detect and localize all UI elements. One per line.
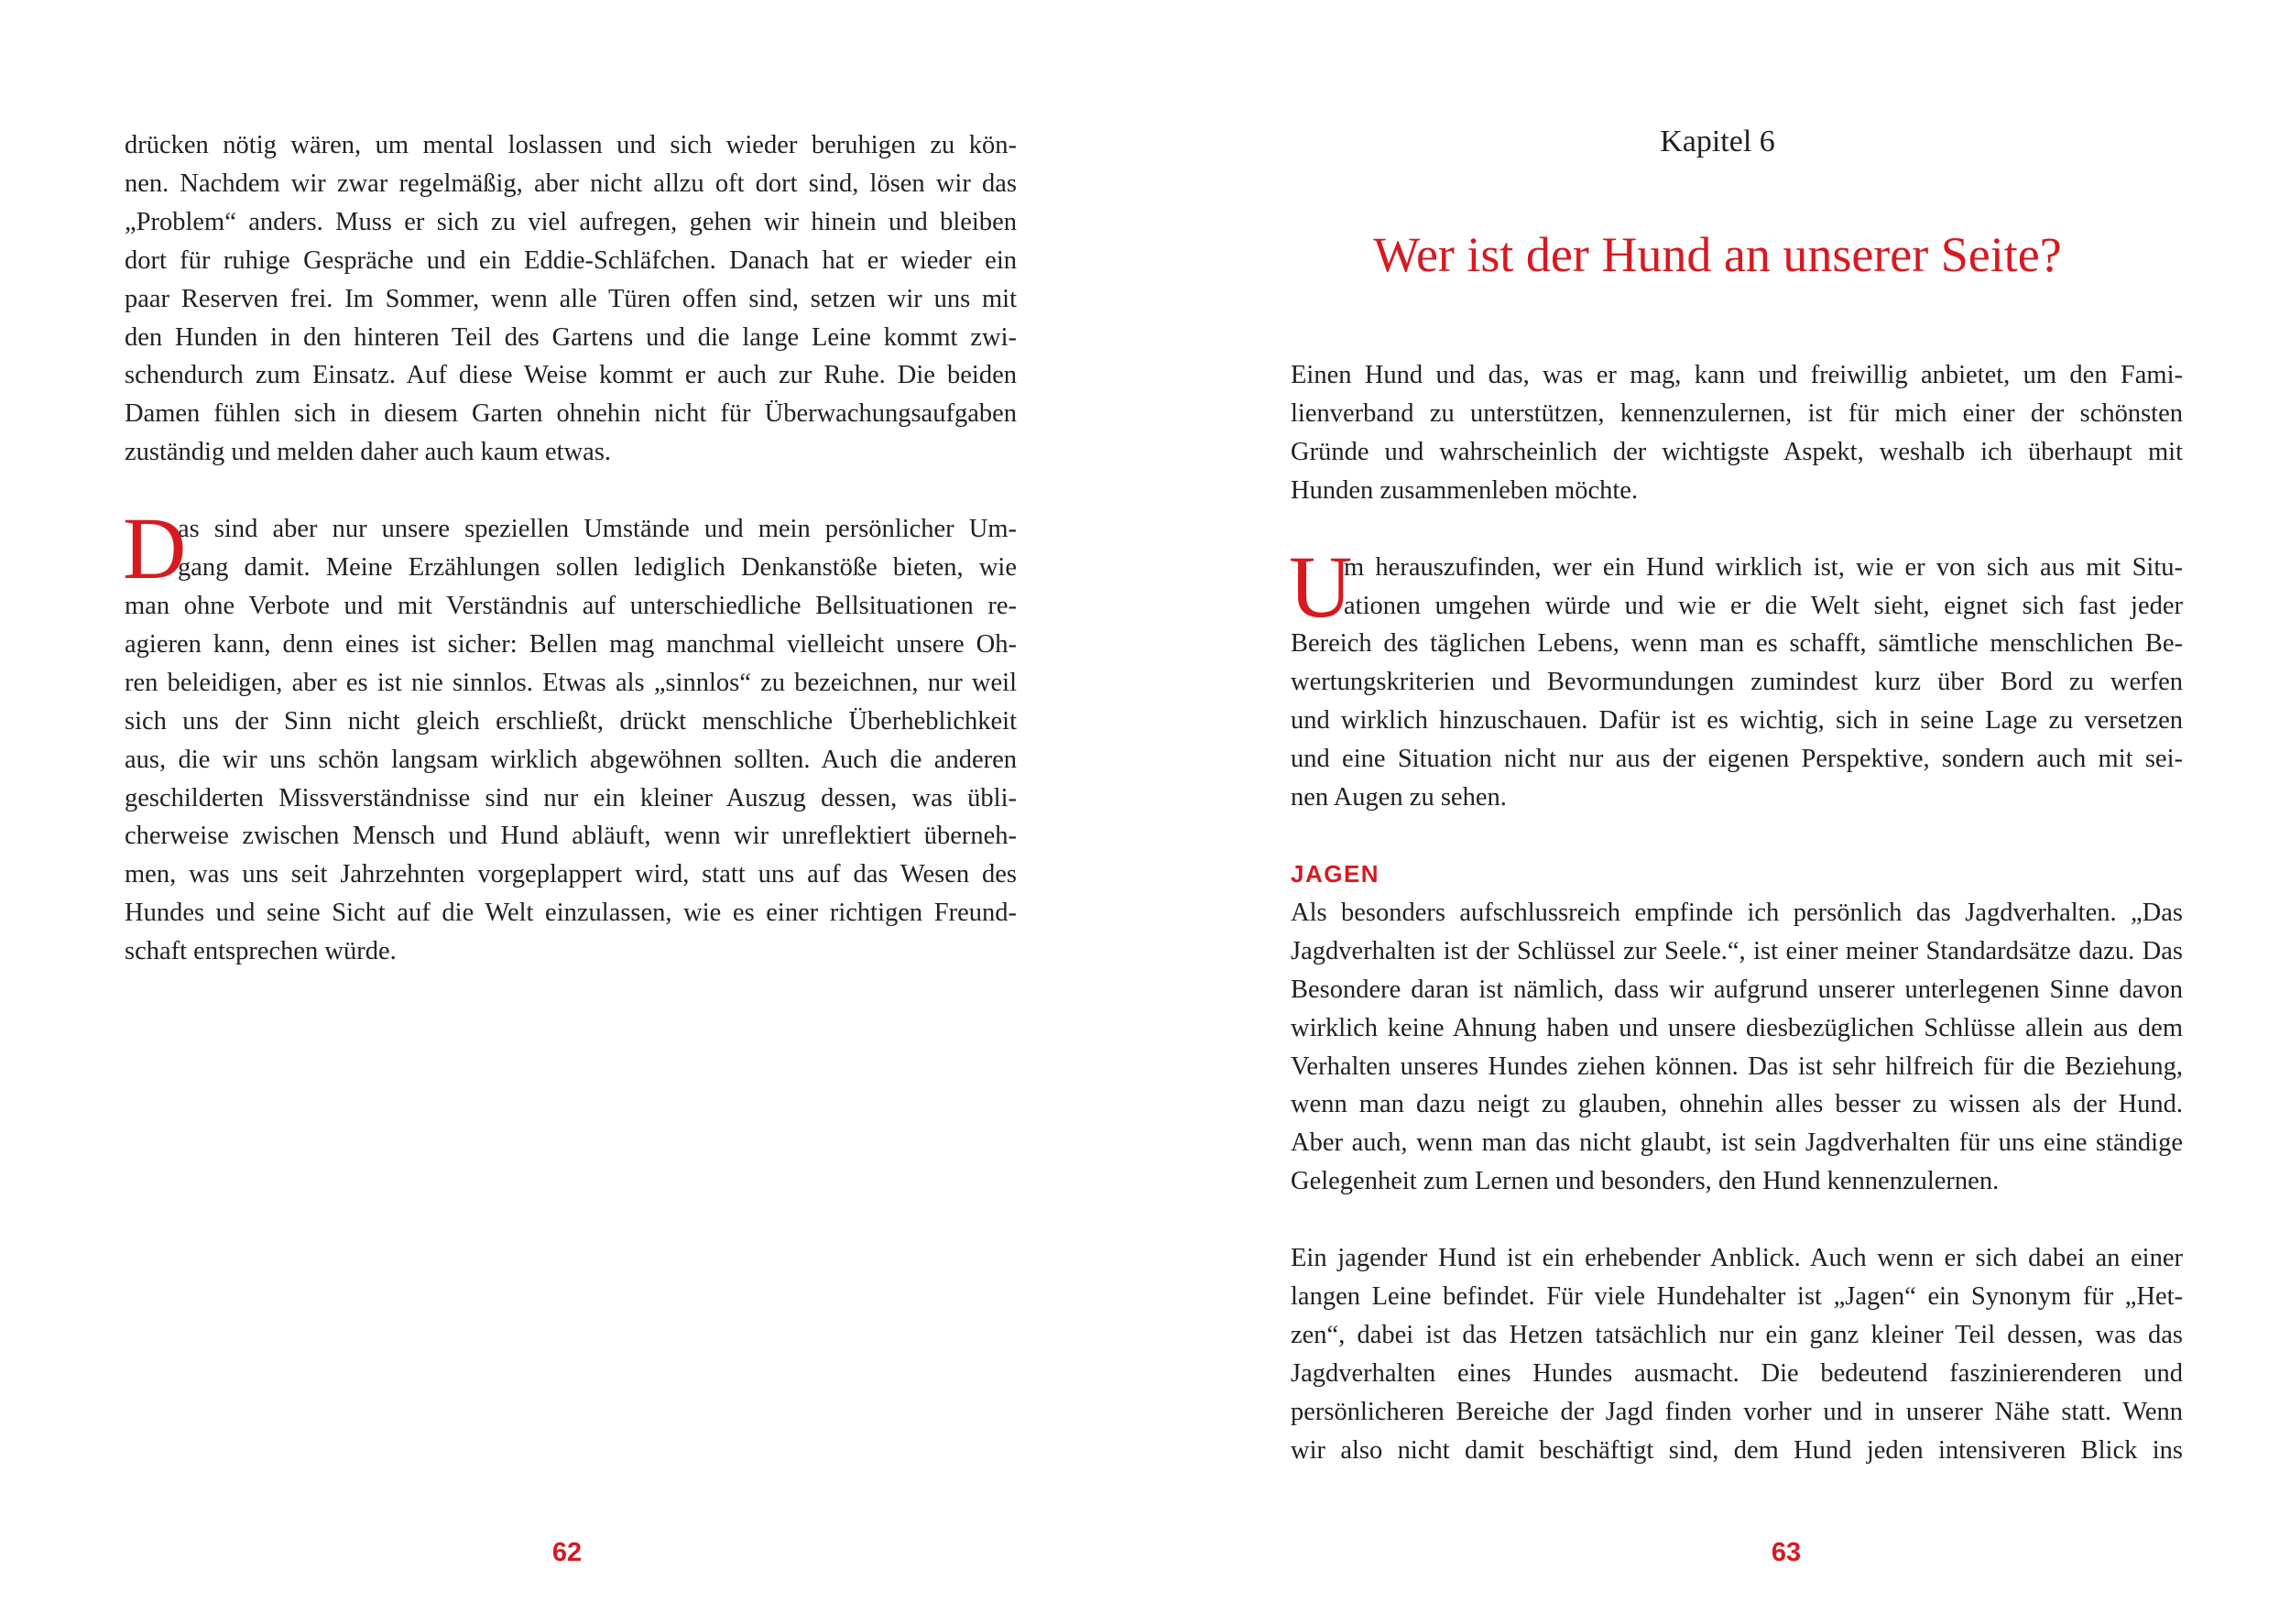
text-line: Damen fühlen sich in diesem Garten ohnehin nicht für Überwachungsaufgaben: [125, 399, 1017, 429]
chapter-title: Wer ist der Hund an unserer Seite?: [1373, 227, 2062, 282]
section-heading: JAGEN: [1291, 859, 1380, 888]
text-line: cherweise zwischen Mensch und Hund abläuft, wenn wir unreflektiert überneh-: [125, 822, 1017, 851]
text-line: den Hunden in den hinteren Teil des Gartens und die lange Leine kommt zwi-: [125, 322, 1017, 352]
right-paragraph-4: [1291, 1239, 2183, 1469]
text-line: zuständig und melden daher auch kaum etwas.: [125, 438, 612, 467]
text-line: wertungskriterien und Bevormundungen zumindest kurz über Bord zu werfen: [1291, 668, 2183, 697]
text-line: lienverband zu unterstützen, kennenzulernen, ist für mich einer der schönsten: [1291, 398, 2183, 428]
text-line: schaft entsprechen würde.: [125, 937, 397, 966]
text-line: schendurch zum Einsatz. Auf diese Weise kommt er auch zur Ruhe. Die beiden: [125, 361, 1017, 390]
text-line: persönlicheren Bereiche der Jagd finden vorher und in unserer Nähe statt. Wenn: [1291, 1397, 2183, 1426]
text-line: Als besonders aufschlussreich empfinde ich persönlich das Jagdverhalten. „Das: [1291, 898, 2183, 927]
text-line: Ein jagender Hund ist ein erhebender Anblick. Auch wenn er sich dabei an einer: [1291, 1244, 2183, 1273]
text-line: zen“, dabei ist das Hetzen tatsächlich nur ein ganz kleiner Teil dessen, was das: [1291, 1320, 2183, 1349]
page-number: 63: [1771, 1538, 1802, 1567]
text-line: wir also nicht damit beschäftigt sind, dem Hund jeden intensiveren Blick ins: [1291, 1435, 2183, 1465]
text-line: agieren kann, denn eines ist sicher: Bellen mag manchmal vielleicht unsere Oh-: [125, 629, 1017, 659]
right-paragraph-3: [1291, 856, 2183, 1201]
text-line: aus, die wir uns schön langsam wirklich abgewöhnen sollten. Auch die anderen: [125, 745, 1017, 774]
text-line: Jagdverhalten ist der Schlüssel zur Seele.“, ist einer meiner Standardsätze dazu. Das: [1291, 936, 2183, 965]
text-line: Besondere daran ist nämlich, dass wir aufgrund unserer unterlegenen Sinne davon: [1291, 975, 2183, 1004]
text-line: langen Leine befindet. Für viele Hundehalter ist „Jagen“ ein Synonym für „Het-: [1291, 1282, 2183, 1312]
left-text-block: [125, 126, 1017, 971]
chapter-label: Kapitel 6: [1660, 125, 1775, 158]
text-line: Jagdverhalten eines Hundes ausmacht. Die bedeutend faszinierenderen und: [1291, 1358, 2183, 1388]
text-line: m herauszufinden, wer ein Hund wirklich ist, wie er von sich aus mit Situ-: [1344, 552, 2183, 582]
text-line: man ohne Verbote und mit Verständnis auf unterschiedliche Bellsituationen re-: [125, 591, 1017, 620]
text-line: drücken nötig wären, um mental loslassen und sich wieder beruhigen zu kön-: [125, 131, 1017, 159]
text-line: Einen Hund und das, was er mag, kann und freiwillig anbietet, um den Fami-: [1291, 361, 2183, 389]
right-paragraph-1: [1291, 356, 2183, 510]
text-line: Gelegenheit zum Lernen und besonders, den Hund kennenzulernen.: [1291, 1167, 2000, 1196]
text-line: Bereich des täglichen Lebens, wenn man es schafft, sämtliche menschlichen Be-: [1291, 629, 2183, 659]
drop-cap: D: [123, 499, 187, 598]
text-line: Hundes und seine Sicht auf die Welt einzulassen, wie es einer richtigen Freund-: [125, 899, 1017, 928]
text-line: wirklich keine Ahnung haben und unsere diesbezüglichen Schlüsse allein aus dem: [1291, 1013, 2183, 1042]
drop-cap: U: [1289, 537, 1353, 636]
text-line: dort für ruhige Gespräche und ein Eddie-Schläfchen. Danach hat er wieder ein: [125, 245, 1017, 275]
text-line: „Problem“ anders. Muss er sich zu viel aufregen, gehen wir hinein und bleiben: [125, 207, 1017, 236]
text-line: Hunden zusammenleben möchte.: [1291, 475, 1639, 505]
text-line: ationen umgehen würde und wie er die Welt sieht, eignet sich fast jeder: [1344, 591, 2183, 620]
text-line: und wirklich hinzuschauen. Dafür ist es wichtig, sich in seine Lage zu versetzen: [1291, 706, 2183, 736]
text-line: wenn man dazu neigt zu glauben, ohnehin alles besser zu wissen als der Hund.: [1291, 1090, 2183, 1119]
left-paragraph-1: [125, 126, 1017, 472]
text-line: Gründe und wahrscheinlich der wichtigste Aspekt, weshalb ich überhaupt mit: [1291, 437, 2183, 466]
left-paragraph-2: [123, 499, 1017, 971]
text-line: Aber auch, wenn man das nicht glaubt, ist sein Jagdverhalten für uns eine ständige: [1291, 1128, 2183, 1158]
text-line: ren beleidigen, aber es ist nie sinnlos. Etwas als „sinnlos“ zu bezeichnen, nur weil: [125, 668, 1017, 697]
text-line: paar Reserven frei. Im Sommer, wenn alle Türen offen sind, setzen wir uns mit: [125, 284, 1017, 313]
right-text-block: [1291, 356, 2183, 1470]
text-line: nen Augen zu sehen.: [1291, 783, 1507, 812]
text-line: Verhalten unseres Hundes ziehen können. Das ist sehr hilfreich für die Beziehung,: [1291, 1052, 2183, 1081]
text-line: geschilderten Missverständnisse sind nur ein kleiner Auszug dessen, was übli-: [125, 783, 1017, 812]
text-line: gang damit. Meine Erzählungen sollen lediglich Denkanstöße bieten, wie: [178, 553, 1017, 583]
text-line: as sind aber nur unsere speziellen Umstände und mein persönlicher Um-: [178, 515, 1017, 544]
text-line: nen. Nachdem wir zwar regelmäßig, aber nicht allzu oft dort sind, lösen wir das: [125, 169, 1017, 198]
right-page: [1145, 0, 2290, 1624]
text-line: men, was uns seit Jahrzehnten vorgeplappert wird, statt uns auf das Wesen des: [125, 860, 1017, 889]
text-line: und eine Situation nicht nur aus der eigenen Perspektive, sondern auch mit sei-: [1291, 745, 2183, 774]
right-paragraph-2: [1289, 537, 2183, 817]
text-line: sich uns der Sinn nicht gleich erschließt, drückt menschliche Überheblichkeit: [125, 706, 1017, 736]
page-number: 62: [551, 1538, 583, 1567]
